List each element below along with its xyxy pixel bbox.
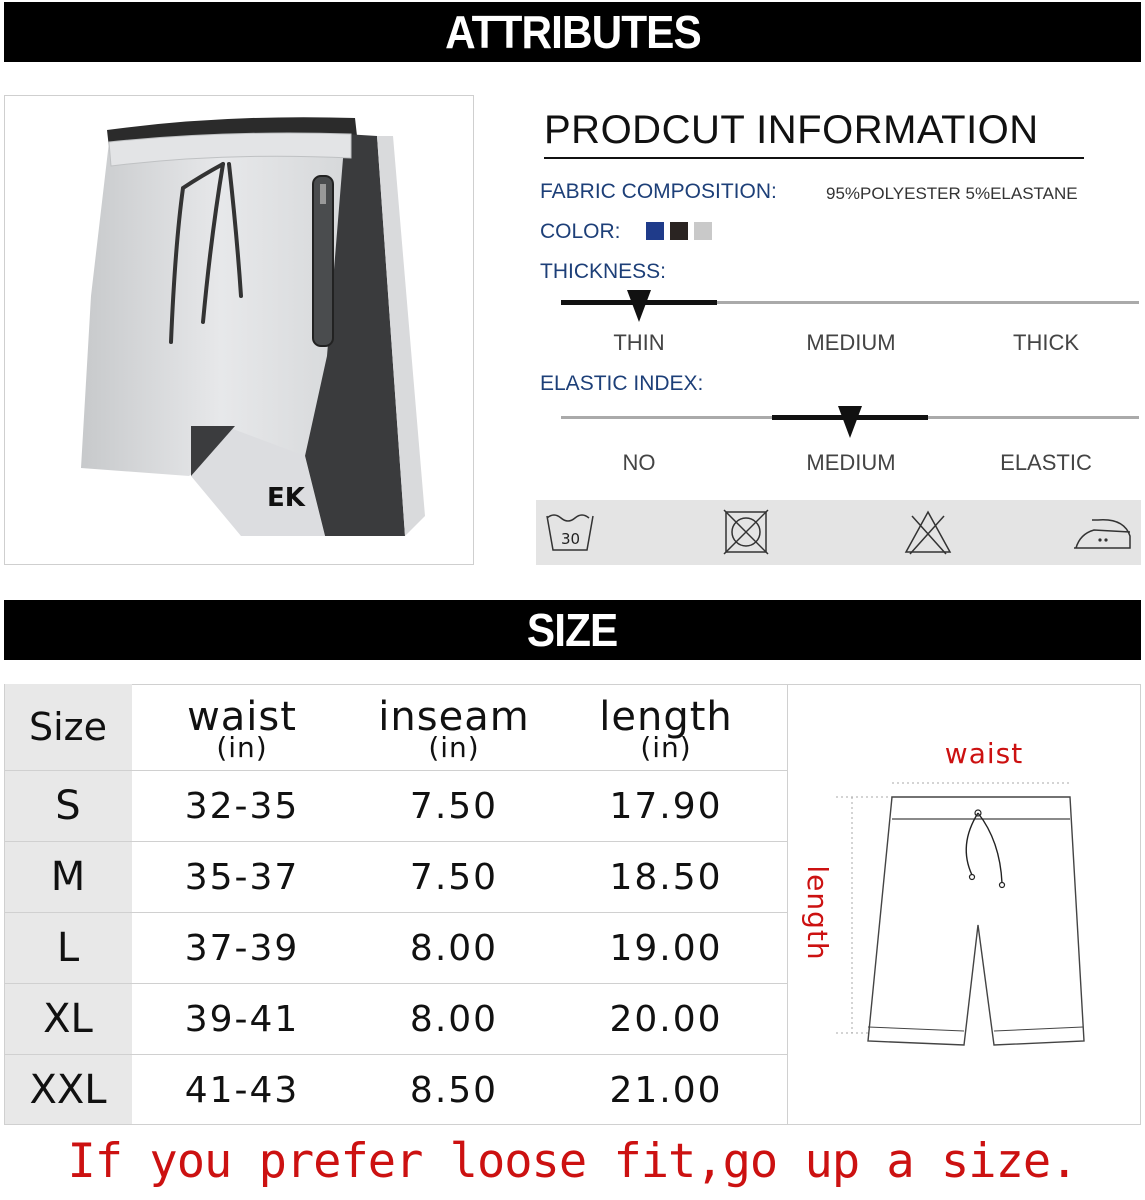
color-swatch-blue (646, 222, 664, 240)
size-header-label: Size (28, 705, 107, 749)
length-cell: 21.00 (609, 1069, 723, 1111)
length-measure-label: length (801, 865, 834, 961)
care-instructions-bar (536, 500, 1141, 565)
size-cell: M (4, 842, 132, 912)
waist-cell: 41-43 (184, 1069, 300, 1111)
elastic-option-medium: MEDIUM (806, 450, 896, 475)
color-swatch-black (670, 222, 688, 240)
waist-cell: 32-35 (184, 785, 300, 827)
fit-note (4, 1126, 1141, 1196)
length-cell: 17.90 (609, 785, 723, 827)
inseam-cell: 7.50 (409, 785, 499, 827)
waist-measure-label: waist (944, 737, 1024, 770)
inseam-cell: 8.00 (409, 998, 499, 1040)
waist-header-cell (134, 690, 350, 770)
inseam-cell: 8.00 (409, 927, 499, 969)
no-tumble-dry-icon (720, 506, 772, 558)
elastic-marker-icon (838, 406, 862, 438)
size-cell: XXL (4, 1055, 132, 1125)
shorts-outline-diagram (788, 685, 1141, 1125)
waist-header-label: waist (187, 694, 297, 740)
measurement-diagram (788, 684, 1141, 1125)
thickness-option-thick: THICK (1013, 330, 1079, 355)
waist-cell: 37-39 (184, 927, 300, 969)
elastic-option-no: NO (622, 450, 656, 475)
size-banner (4, 600, 1141, 660)
length-header-unit: (in) (640, 731, 692, 764)
info-title: PRODCUT INFORMATION (544, 108, 1039, 152)
elastic-option-elastic: ELASTIC (1000, 450, 1092, 475)
low-iron-icon (1072, 506, 1134, 558)
thickness-option-thin: THIN (613, 330, 665, 355)
size-cell: S (4, 771, 132, 841)
length-header-cell (558, 690, 774, 770)
attributes-banner (4, 2, 1141, 62)
waist-header-unit: (in) (216, 731, 268, 764)
waist-cell: 39-41 (184, 998, 300, 1040)
svg-text:30: 30 (561, 530, 581, 548)
size-banner-text: SIZE (527, 604, 618, 656)
thickness-option-medium: MEDIUM (806, 330, 896, 355)
color-swatch-grey (694, 222, 712, 240)
length-cell: 18.50 (609, 856, 723, 898)
thickness-marker-icon (627, 290, 651, 322)
inseam-header-unit: (in) (428, 731, 480, 764)
no-bleach-icon (902, 506, 954, 558)
elastic-index-label: ELASTIC INDEX: (540, 372, 704, 395)
size-header-cell (4, 684, 132, 770)
size-cell: XL (4, 984, 132, 1054)
color-label: COLOR: (540, 220, 621, 243)
wash-30-icon (544, 506, 596, 558)
inseam-cell: 8.50 (409, 1069, 499, 1111)
fabric-composition-value: 95%POLYESTER 5%ELASTANE (826, 184, 1078, 203)
product-photo (4, 95, 474, 565)
inseam-header-label: inseam (378, 694, 530, 740)
fit-note-text: If you prefer loose fit,go up a size. (67, 1133, 1078, 1189)
inseam-cell: 7.50 (409, 856, 499, 898)
table-border-bottom (4, 1124, 788, 1125)
brand-logo-text: EK (267, 483, 305, 513)
length-cell: 19.00 (609, 927, 723, 969)
size-cell: L (4, 913, 132, 983)
fabric-composition-label: FABRIC COMPOSITION: (540, 180, 777, 203)
table-border-left (4, 684, 5, 1125)
waist-cell: 35-37 (184, 856, 300, 898)
length-cell: 20.00 (609, 998, 723, 1040)
info-title-underline (544, 157, 1084, 159)
shorts-image (5, 96, 473, 564)
length-header-label: length (599, 694, 733, 740)
attributes-banner-text: ATTRIBUTES (444, 6, 701, 58)
inseam-header-cell (350, 690, 558, 770)
size-table (4, 684, 788, 1125)
thickness-label: THICKNESS: (540, 260, 667, 283)
